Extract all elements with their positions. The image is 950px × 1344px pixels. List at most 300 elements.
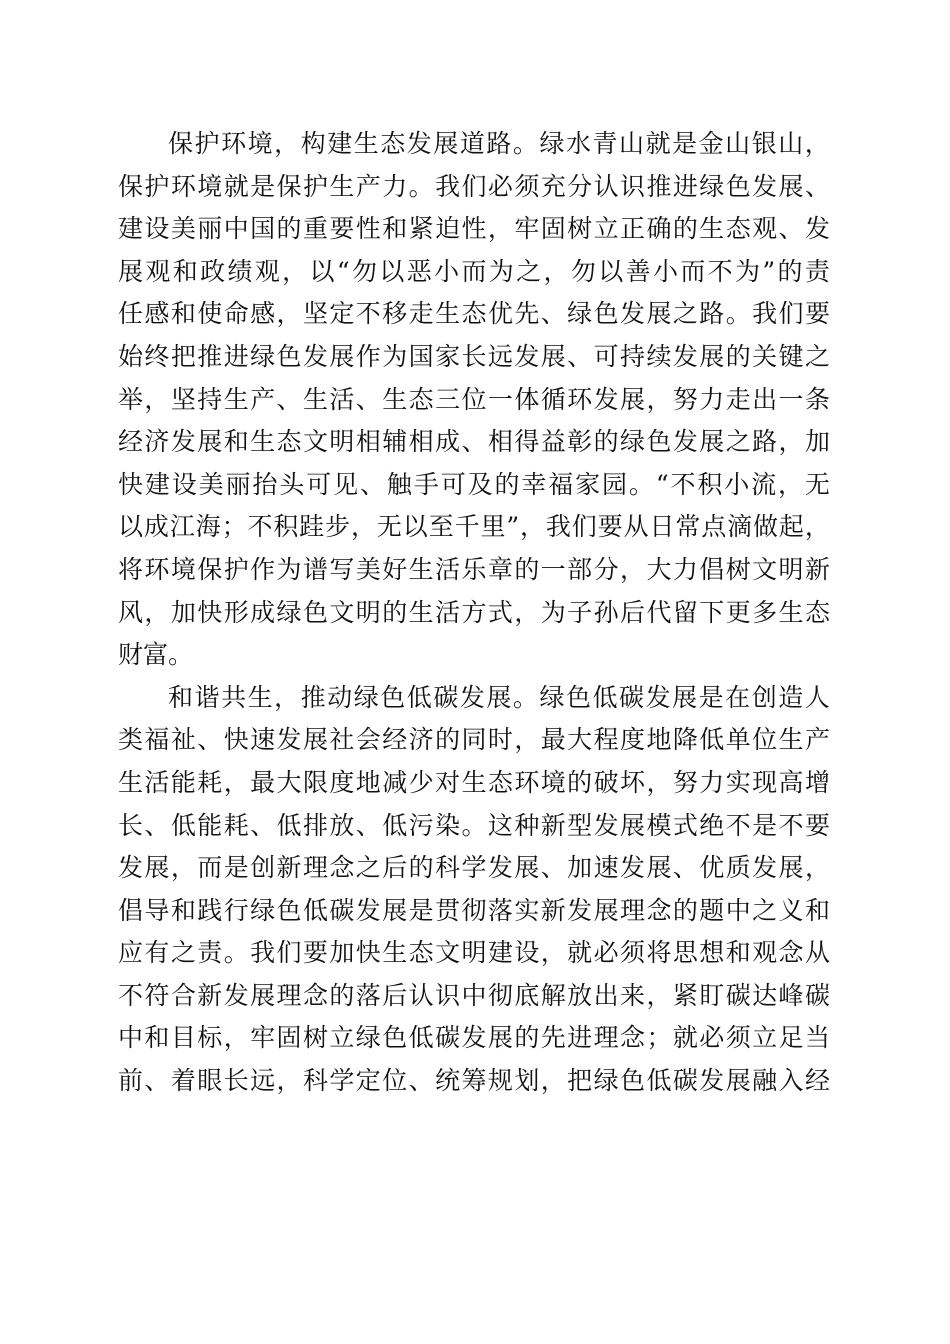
glyph: 绩 <box>227 256 253 286</box>
text-line <box>118 336 830 379</box>
glyph: 能 <box>170 767 196 797</box>
glyph: 能 <box>197 810 223 840</box>
glyph: 展 <box>778 171 804 201</box>
glyph: 们 <box>276 938 302 968</box>
glyph: 展 <box>382 895 408 925</box>
glyph: 是 <box>698 682 724 712</box>
glyph: 和 <box>804 895 830 925</box>
glyph: ， <box>540 1066 566 1096</box>
glyph: 抬 <box>252 469 278 499</box>
glyph: 环 <box>221 129 247 158</box>
glyph: 低 <box>699 725 725 755</box>
glyph: 融 <box>752 1066 778 1096</box>
glyph: 。 <box>512 682 538 712</box>
glyph: 发 <box>672 427 698 457</box>
glyph: 生 <box>778 725 804 755</box>
glyph: 家 <box>575 469 601 499</box>
glyph: 、 <box>355 384 381 414</box>
glyph: 不 <box>778 810 804 840</box>
glyph: 生 <box>223 384 249 414</box>
glyph: 最 <box>250 767 276 797</box>
glyph: 大 <box>646 554 672 584</box>
glyph: 明 <box>329 427 355 457</box>
glyph: 乐 <box>461 554 487 584</box>
glyph: 代 <box>646 597 672 627</box>
glyph: 绿 <box>539 129 565 158</box>
glyph: 。 <box>408 171 434 201</box>
glyph: ， <box>778 427 804 457</box>
glyph: 快 <box>118 469 144 499</box>
glyph: 长 <box>223 1066 249 1096</box>
text-line <box>118 762 830 805</box>
glyph: 践 <box>197 895 223 925</box>
glyph: 、 <box>540 299 566 329</box>
glyph: 和 <box>172 256 198 286</box>
glyph: 发 <box>406 129 432 158</box>
glyph: 和 <box>170 895 196 925</box>
glyph: 可 <box>440 469 466 499</box>
glyph: 发 <box>620 853 646 883</box>
glyph: 和 <box>170 299 196 329</box>
glyph: 设 <box>514 938 540 968</box>
glyph: 生 <box>699 214 725 244</box>
glyph: 实 <box>514 895 540 925</box>
glyph: ， <box>646 384 672 414</box>
glyph: 境 <box>247 129 273 158</box>
glyph: 体 <box>514 384 540 414</box>
glyph: 展 <box>699 341 725 371</box>
glyph: 态 <box>487 767 513 797</box>
glyph: 活 <box>435 597 461 627</box>
glyph: 落 <box>355 980 381 1010</box>
glyph: 是 <box>408 895 434 925</box>
glyph: 认 <box>408 980 434 1010</box>
glyph: 标 <box>197 1023 223 1053</box>
glyph: ， <box>804 129 830 158</box>
glyph: 举 <box>118 384 144 414</box>
glyph: 建 <box>144 469 170 499</box>
glyph: 、 <box>567 341 593 371</box>
glyph: 从 <box>623 512 649 542</box>
glyph: 发 <box>459 682 485 712</box>
glyph: 行 <box>223 895 249 925</box>
glyph: 。 <box>512 129 538 158</box>
glyph: 关 <box>752 341 778 371</box>
glyph: 、 <box>778 214 804 244</box>
glyph: 是 <box>223 853 249 883</box>
glyph: 而 <box>197 853 223 883</box>
glyph: 树 <box>725 554 751 584</box>
glyph: 色 <box>276 341 302 371</box>
glyph: 的 <box>514 1023 540 1053</box>
glyph: 山 <box>619 129 645 158</box>
glyph: 产 <box>804 725 830 755</box>
glyph: 移 <box>382 299 408 329</box>
glyph: 理 <box>276 980 302 1010</box>
glyph: 分 <box>567 171 593 201</box>
glyph: 不 <box>118 980 144 1010</box>
glyph: ， <box>223 767 249 797</box>
glyph: 明 <box>355 597 381 627</box>
glyph: 美 <box>198 469 224 499</box>
glyph: 将 <box>646 938 672 968</box>
glyph: 生 <box>408 554 434 584</box>
glyph: 态 <box>461 299 487 329</box>
glyph: 勿 <box>352 256 378 286</box>
glyph: 达 <box>752 980 778 1010</box>
glyph: 生 <box>302 384 328 414</box>
glyph: 至 <box>428 512 454 542</box>
glyph: 态 <box>408 938 434 968</box>
glyph: 地 <box>355 767 381 797</box>
glyph: 发 <box>593 810 619 840</box>
glyph: 理 <box>620 895 646 925</box>
glyph: 低 <box>170 810 196 840</box>
glyph: 展 <box>144 853 170 883</box>
glyph: 我 <box>250 938 276 968</box>
glyph: 色 <box>593 299 619 329</box>
glyph: 科 <box>302 1066 328 1096</box>
glyph: 共 <box>221 682 247 712</box>
glyph: 活 <box>329 384 355 414</box>
glyph: 紧 <box>672 980 698 1010</box>
glyph: 型 <box>567 810 593 840</box>
text-line <box>118 719 830 762</box>
glyph: 想 <box>699 938 725 968</box>
glyph: 是 <box>672 129 698 158</box>
glyph: 低 <box>646 1066 672 1096</box>
glyph: 和 <box>168 682 194 712</box>
glyph: 合 <box>170 980 196 1010</box>
glyph: 而 <box>461 256 487 286</box>
glyph: 碳 <box>433 682 459 712</box>
glyph: 绿 <box>567 299 593 329</box>
glyph: ， <box>514 597 540 627</box>
glyph: 类 <box>118 725 144 755</box>
glyph: 命 <box>223 299 249 329</box>
glyph: 绿 <box>699 171 725 201</box>
glyph: 积 <box>273 512 299 542</box>
glyph: 远 <box>250 1066 276 1096</box>
glyph: 我 <box>752 299 778 329</box>
glyph: 环 <box>514 767 540 797</box>
glyph: ， <box>144 384 170 414</box>
glyph: 生 <box>118 767 144 797</box>
glyph: 眼 <box>197 1066 223 1096</box>
glyph: 要 <box>804 299 830 329</box>
glyph: 之 <box>355 853 381 883</box>
glyph: ， <box>274 129 300 158</box>
glyph: 中 <box>725 895 751 925</box>
glyph: 须 <box>725 1023 751 1053</box>
glyph: 生 <box>382 938 408 968</box>
glyph: 走 <box>408 299 434 329</box>
glyph: 设 <box>171 469 197 499</box>
glyph: 构 <box>300 129 326 158</box>
glyph: 青 <box>592 129 618 158</box>
glyph: 展 <box>514 853 540 883</box>
glyph: 科 <box>435 853 461 883</box>
glyph: 色 <box>646 427 672 457</box>
glyph: 、 <box>250 810 276 840</box>
glyph: 展 <box>433 129 459 158</box>
glyph: 社 <box>329 725 355 755</box>
glyph: 展 <box>118 256 144 286</box>
glyph: 低 <box>276 810 302 840</box>
glyph: 就 <box>645 129 671 158</box>
glyph: 底 <box>514 980 540 1010</box>
glyph: 生 <box>461 767 487 797</box>
glyph: 水 <box>565 129 591 158</box>
glyph: 之 <box>170 938 196 968</box>
paragraph-environmental-protection <box>118 123 830 677</box>
glyph: 、 <box>408 1066 434 1096</box>
glyph: 路 <box>486 129 512 158</box>
glyph: 大 <box>276 767 302 797</box>
glyph: 我 <box>545 512 571 542</box>
glyph: 式 <box>672 810 698 840</box>
text-line <box>118 592 830 635</box>
glyph: 性 <box>461 214 487 244</box>
glyph: 盯 <box>699 980 725 1010</box>
glyph: 、 <box>276 384 302 414</box>
glyph: 的 <box>672 214 698 244</box>
glyph: ， <box>276 1066 302 1096</box>
glyph: 态 <box>725 214 751 244</box>
glyph: 为 <box>276 554 302 584</box>
glyph: ， <box>351 512 377 542</box>
glyph: 建 <box>487 938 513 968</box>
glyph: 要 <box>804 810 830 840</box>
glyph: 起 <box>778 512 804 542</box>
glyph: 后 <box>382 853 408 883</box>
glyph: 造 <box>778 682 804 712</box>
glyph: 要 <box>329 214 355 244</box>
glyph: 文 <box>435 938 461 968</box>
glyph: 固 <box>540 214 566 244</box>
glyph: 把 <box>170 341 196 371</box>
glyph: 位 <box>382 1066 408 1096</box>
glyph: 快 <box>355 938 381 968</box>
text-line <box>118 1017 830 1060</box>
glyph: 创 <box>250 853 276 883</box>
glyph: 绿 <box>276 597 302 627</box>
glyph: 人 <box>804 682 830 712</box>
text-line <box>118 421 830 464</box>
glyph: 碳 <box>619 682 645 712</box>
glyph: 理 <box>593 1023 619 1053</box>
glyph: 态 <box>408 384 434 414</box>
glyph: 碳 <box>672 1066 698 1096</box>
glyph: 将 <box>118 554 144 584</box>
glyph: 须 <box>514 171 540 201</box>
glyph: 续 <box>646 341 672 371</box>
glyph: 保 <box>118 171 144 201</box>
glyph: 生 <box>329 171 355 201</box>
glyph: 小 <box>434 256 460 286</box>
glyph: 生 <box>408 597 434 627</box>
glyph: ， <box>620 554 646 584</box>
glyph: ， <box>646 767 672 797</box>
glyph: 质 <box>725 853 751 883</box>
text-line <box>118 932 830 975</box>
glyph: 式 <box>487 597 513 627</box>
glyph: 发 <box>672 341 698 371</box>
glyph: 成 <box>435 427 461 457</box>
glyph: 发 <box>118 853 144 883</box>
glyph: 减 <box>382 767 408 797</box>
glyph: 责 <box>804 256 830 286</box>
glyph: 限 <box>302 767 328 797</box>
glyph: 生 <box>382 384 408 414</box>
glyph: 牢 <box>250 1023 276 1053</box>
glyph: 态 <box>276 427 302 457</box>
glyph: 色 <box>725 171 751 201</box>
glyph: 方 <box>461 597 487 627</box>
glyph: 终 <box>144 341 170 371</box>
glyph: ， <box>543 256 569 286</box>
glyph: 辅 <box>382 427 408 457</box>
glyph: 时 <box>487 725 513 755</box>
glyph: 新 <box>276 853 302 883</box>
glyph: 单 <box>725 725 751 755</box>
glyph: 任 <box>118 299 144 329</box>
glyph: 护 <box>223 554 249 584</box>
glyph: 境 <box>197 171 223 201</box>
glyph: 长 <box>118 810 144 840</box>
glyph: 丽 <box>197 214 223 244</box>
glyph: 。 <box>628 469 654 499</box>
glyph: 展 <box>540 341 566 371</box>
glyph: 的 <box>276 214 302 244</box>
glyph: 最 <box>540 725 566 755</box>
glyph: 步 <box>325 512 351 542</box>
glyph: 中 <box>118 1023 144 1053</box>
glyph: 我 <box>435 171 461 201</box>
glyph: 多 <box>752 597 778 627</box>
glyph: 丽 <box>225 469 251 499</box>
glyph: 责 <box>197 938 223 968</box>
glyph: 的 <box>725 341 751 371</box>
glyph: 长 <box>461 341 487 371</box>
glyph: 态 <box>380 129 406 158</box>
glyph: 位 <box>752 725 778 755</box>
glyph: 和 <box>382 214 408 244</box>
glyph: 倡 <box>118 895 144 925</box>
glyph: 循 <box>540 384 566 414</box>
glyph: 碳 <box>725 980 751 1010</box>
glyph: 破 <box>593 767 619 797</box>
glyph: 重 <box>302 214 328 244</box>
glyph: 观 <box>752 938 778 968</box>
glyph: 识 <box>620 171 646 201</box>
glyph: 生 <box>778 597 804 627</box>
glyph: 思 <box>672 938 698 968</box>
text-line <box>118 847 830 890</box>
glyph: 速 <box>250 725 276 755</box>
glyph: 里 <box>480 512 506 542</box>
glyph: 力 <box>699 384 725 414</box>
glyph: 相 <box>408 427 434 457</box>
glyph: 经 <box>382 725 408 755</box>
glyph: 低 <box>408 1023 434 1053</box>
glyph: ， <box>276 299 302 329</box>
text-line <box>118 975 830 1018</box>
glyph: 为 <box>488 256 514 286</box>
glyph: 发 <box>804 214 830 244</box>
glyph: 键 <box>778 341 804 371</box>
glyph: 济 <box>408 725 434 755</box>
glyph: 祉 <box>170 725 196 755</box>
glyph: 要 <box>597 512 623 542</box>
glyph: 益 <box>540 427 566 457</box>
glyph: 色 <box>565 682 591 712</box>
glyph: 低 <box>592 682 618 712</box>
glyph: 保 <box>276 171 302 201</box>
text-line <box>118 1060 830 1103</box>
glyph: 学 <box>329 1066 355 1096</box>
glyph: 展 <box>646 299 672 329</box>
glyph: 色 <box>620 1066 646 1096</box>
glyph: 不 <box>707 256 733 286</box>
glyph: 立 <box>752 1023 778 1053</box>
glyph: 经 <box>804 1066 830 1096</box>
glyph: 更 <box>725 597 751 627</box>
glyph: 境 <box>170 554 196 584</box>
glyph: 的 <box>672 895 698 925</box>
glyph: 就 <box>672 1023 698 1053</box>
glyph: 先 <box>540 1023 566 1053</box>
glyph: 展 <box>725 1066 751 1096</box>
glyph: 的 <box>435 725 461 755</box>
glyph: 绿 <box>355 1023 381 1053</box>
glyph: 风 <box>118 597 144 627</box>
glyph: 三 <box>435 384 461 414</box>
glyph: 念 <box>778 938 804 968</box>
glyph: 发 <box>699 1066 725 1096</box>
glyph: 确 <box>646 214 672 244</box>
glyph: 观 <box>254 256 280 286</box>
glyph: 发 <box>620 299 646 329</box>
glyph: 护 <box>302 171 328 201</box>
glyph: 下 <box>699 597 725 627</box>
glyph: 明 <box>778 554 804 584</box>
glyph: 展 <box>197 427 223 457</box>
glyph: 道 <box>459 129 485 158</box>
glyph: 而 <box>680 256 706 286</box>
glyph: 、 <box>804 171 830 201</box>
glyph: 江 <box>169 512 195 542</box>
glyph: 一 <box>778 384 804 414</box>
glyph: 展 <box>699 427 725 457</box>
glyph: 分 <box>593 554 619 584</box>
glyph: 态 <box>804 597 830 627</box>
glyph: 要 <box>302 938 328 968</box>
glyph: 环 <box>170 171 196 201</box>
glyph: 优 <box>487 299 513 329</box>
glyph: 彻 <box>461 895 487 925</box>
glyph: 山 <box>778 129 804 158</box>
glyph: 立 <box>593 214 619 244</box>
glyph: 程 <box>593 725 619 755</box>
glyph: 善 <box>625 256 651 286</box>
glyph: 碳 <box>804 980 830 1010</box>
glyph: 为 <box>735 256 761 286</box>
glyph: 的 <box>382 597 408 627</box>
glyph: 题 <box>699 895 725 925</box>
glyph: 发 <box>355 895 381 925</box>
glyph: 持 <box>620 341 646 371</box>
